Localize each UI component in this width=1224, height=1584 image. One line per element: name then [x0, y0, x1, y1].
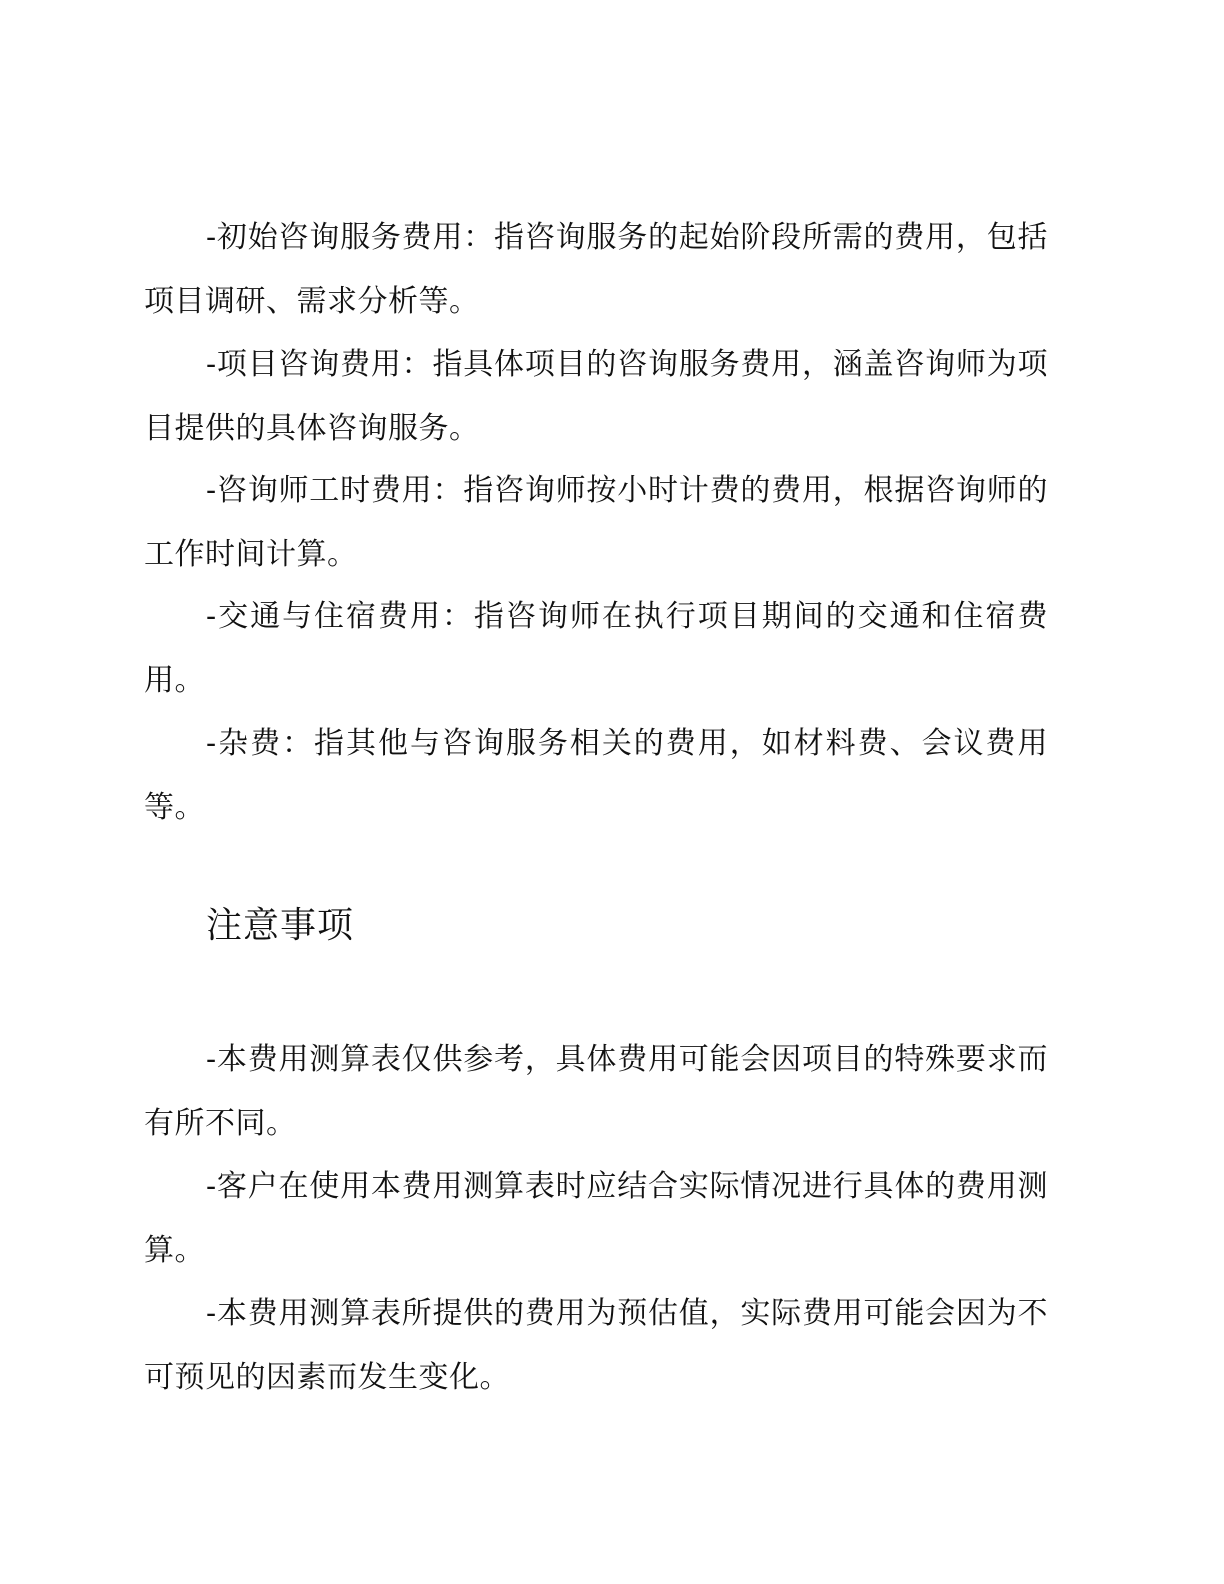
section-heading-notes: 注意事项	[206, 905, 355, 946]
fee-item-miscellaneous: -杂费：指其他与咨询服务相关的费用，如材料费、会议费用等。	[144, 726, 1048, 825]
note-item-reference-only: -本费用测算表仅供参考，具体费用可能会因项目的特殊要求而有所不同。	[144, 1042, 1048, 1141]
fee-item-travel-lodging: -交通与住宿费用：指咨询师在执行项目期间的交通和住宿费用。	[144, 599, 1048, 698]
fee-item-initial-consulting: -初始咨询服务费用：指咨询服务的起始阶段所需的费用，包括项目调研、需求分析等。	[144, 220, 1048, 319]
fee-item-project-consulting: -项目咨询费用：指具体项目的咨询服务费用，涵盖咨询师为项目提供的具体咨询服务。	[144, 347, 1048, 446]
note-item-actual-situation: -客户在使用本费用测算表时应结合实际情况进行具体的费用测算。	[144, 1169, 1048, 1268]
fee-item-consultant-hours: -咨询师工时费用：指咨询师按小时计费的费用，根据咨询师的工作时间计算。	[144, 473, 1048, 572]
note-item-estimated-values: -本费用测算表所提供的费用为预估值，实际费用可能会因为不可预见的因素而发生变化。	[144, 1296, 1048, 1395]
